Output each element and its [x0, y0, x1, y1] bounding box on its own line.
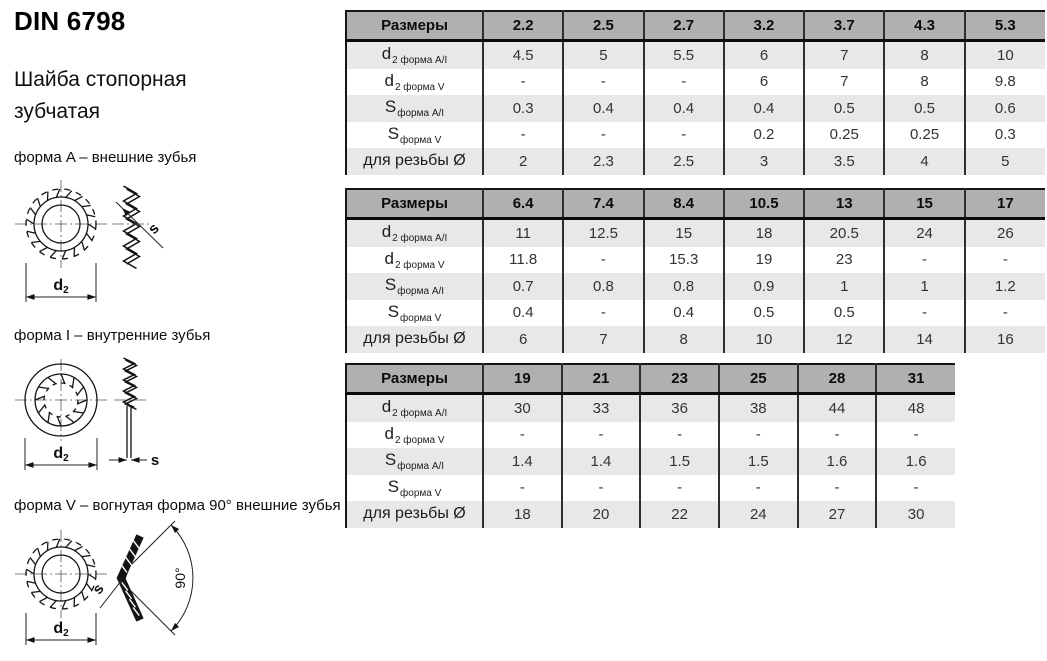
table-row	[346, 41, 1045, 69]
value-cell: 1.2	[965, 273, 1045, 300]
value-cell: 4	[884, 148, 964, 175]
value-cell: -	[640, 422, 719, 449]
tooth-line	[88, 574, 96, 579]
value-cell: -	[798, 475, 877, 502]
value-cell: -	[483, 475, 562, 502]
dimension-arrow	[118, 457, 127, 463]
tooth-line	[35, 396, 44, 400]
value-cell: 0.4	[644, 95, 724, 122]
row-label-subscript: форма V	[400, 487, 442, 499]
row-label-main: d	[384, 423, 394, 443]
tooth-line	[38, 387, 48, 388]
value-cell: -	[965, 300, 1045, 327]
tooth-line	[39, 247, 47, 251]
size-column-header: 28	[798, 364, 877, 394]
value-cell: 5.5	[644, 41, 724, 69]
value-cell: 7	[563, 326, 643, 353]
value-cell: 6	[483, 326, 563, 353]
d2-label	[53, 445, 69, 464]
angle-90-label: 90°	[172, 567, 188, 589]
value-cell: -	[876, 422, 955, 449]
page-subtitle: Шайба стопорная зубчатая	[14, 68, 187, 123]
row-label-main: S	[384, 450, 397, 470]
size-column-header: 19	[483, 364, 562, 394]
value-cell: 7	[804, 41, 884, 69]
row-label-cell	[346, 394, 483, 422]
size-column-header: 25	[719, 364, 798, 394]
value-cell: 4.5	[483, 41, 563, 69]
tooth-line	[66, 541, 72, 548]
value-cell: 9.8	[965, 69, 1045, 96]
row-label-cell	[346, 247, 483, 274]
row-label-subscript: форма V	[400, 134, 442, 146]
value-cell: 0.25	[804, 122, 884, 149]
d2-label-main: d	[53, 277, 64, 294]
value-cell: 1	[804, 273, 884, 300]
value-cell: -	[563, 300, 643, 327]
tooth-line	[62, 251, 65, 259]
value-cell: 2.3	[563, 148, 643, 175]
value-cell: 44	[798, 394, 877, 422]
tooth-line	[86, 233, 92, 240]
value-cell: 12.5	[563, 219, 643, 247]
value-cell: 10	[965, 41, 1045, 69]
row-label-cell	[346, 95, 483, 122]
sizes-header-cell: Размеры	[346, 364, 483, 394]
value-cell: 11	[483, 219, 563, 247]
size-column-header: 6.4	[483, 189, 563, 219]
value-cell: 1	[884, 273, 964, 300]
row-label-cell	[346, 219, 483, 247]
d2-label-sub: 2	[63, 453, 69, 464]
value-cell: 1.4	[562, 448, 641, 475]
row-label-cell	[346, 448, 483, 475]
value-cell: 0.4	[724, 95, 804, 122]
table-row	[346, 326, 1045, 353]
value-cell: 15.3	[644, 247, 724, 274]
tooth-line	[27, 581, 36, 583]
row-label-main: d	[381, 44, 392, 64]
d2-label-sub: 2	[63, 628, 69, 639]
value-cell: 0.8	[563, 273, 643, 300]
value-cell: -	[563, 247, 643, 274]
value-cell: 1.6	[876, 448, 955, 475]
row-label-subscript: форма A/I	[397, 461, 445, 473]
value-cell: 10	[724, 326, 804, 353]
value-cell: -	[483, 422, 562, 449]
value-cell: 0.4	[644, 300, 724, 327]
value-cell: -	[719, 475, 798, 502]
figure-form-a-external-teeth	[6, 172, 206, 312]
dimension-arrow	[87, 294, 96, 300]
tooth-line	[74, 412, 84, 413]
dimension-arrow	[26, 637, 35, 643]
tooth-line	[82, 555, 91, 556]
value-cell: 0.8	[644, 273, 724, 300]
size-column-header: 2.7	[644, 11, 724, 41]
d2-label	[53, 620, 69, 639]
tooth-line	[75, 546, 83, 550]
value-cell: -	[876, 475, 955, 502]
d2-label-main: d	[53, 620, 64, 637]
value-cell: -	[798, 422, 877, 449]
table-row	[346, 122, 1045, 149]
size-table-3	[345, 363, 955, 528]
value-cell: 0.25	[884, 122, 964, 149]
value-cell: 18	[483, 501, 562, 528]
header-row	[346, 364, 955, 394]
value-cell: 0.5	[804, 300, 884, 327]
size-column-header: 7.4	[563, 189, 643, 219]
row-label-subscript: 2 форма A/I	[392, 408, 448, 420]
dimension-arrow	[25, 462, 34, 468]
tooth-line	[73, 377, 74, 387]
page-title: DIN 6798	[14, 6, 126, 36]
value-cell: 26	[965, 219, 1045, 247]
tooth-line	[38, 198, 41, 207]
size-column-header: 2.2	[483, 11, 563, 41]
row-label-main: d	[381, 397, 392, 417]
tooth-line	[62, 601, 65, 609]
value-cell: 8	[884, 69, 964, 96]
serrated-strip	[127, 189, 140, 264]
value-cell: 20.5	[804, 219, 884, 247]
value-cell: 0.7	[483, 273, 563, 300]
table-row	[346, 148, 1045, 175]
value-cell: -	[563, 122, 643, 149]
size-column-header: 23	[640, 364, 719, 394]
tooth-line	[56, 189, 59, 197]
value-cell: 38	[719, 394, 798, 422]
row-label-cell	[346, 41, 483, 69]
value-cell: -	[563, 69, 643, 96]
value-cell: 16	[965, 326, 1045, 353]
value-cell: 2.5	[644, 148, 724, 175]
value-cell: -	[640, 475, 719, 502]
value-cell: 0.5	[884, 95, 964, 122]
value-cell: 0.4	[563, 95, 643, 122]
tooth-line	[38, 548, 41, 557]
d2-label	[53, 277, 69, 296]
row-label-main: S	[387, 123, 400, 143]
tooth-line	[26, 219, 34, 224]
size-table-2	[345, 188, 1045, 353]
row-label-cell	[346, 475, 483, 502]
value-cell: 0.4	[483, 300, 563, 327]
size-column-header: 17	[965, 189, 1045, 219]
tooth-line	[61, 374, 65, 383]
tooth-line	[78, 400, 87, 404]
row-label-main: S	[384, 275, 397, 295]
caption-form-v: форма V – вогнутая форма 90° внешние зубья	[14, 497, 341, 514]
tooth-line	[86, 215, 95, 217]
row-label-subscript: 2 форма A/I	[392, 55, 448, 67]
value-cell: 20	[562, 501, 641, 528]
value-cell: 8	[884, 41, 964, 69]
row-label-subscript: 2 форма A/I	[392, 233, 448, 245]
dimension-arrow	[88, 462, 97, 468]
table-row	[346, 422, 955, 449]
value-cell: 0.2	[724, 122, 804, 149]
caption-form-i: форма I – внутренние зубья	[14, 327, 211, 344]
value-cell: 30	[876, 501, 955, 528]
row-label-cell	[346, 148, 483, 175]
header-row	[346, 189, 1045, 219]
size-column-header: 31	[876, 364, 955, 394]
row-label-cell	[346, 69, 483, 96]
value-cell: 15	[644, 219, 724, 247]
value-cell: 24	[884, 219, 964, 247]
value-cell: 5	[563, 41, 643, 69]
value-cell: 0.3	[965, 122, 1045, 149]
table-row	[346, 69, 1045, 96]
value-cell: 3	[724, 148, 804, 175]
value-cell: 0.5	[724, 300, 804, 327]
s-label: s	[89, 580, 108, 598]
dimension-arrow	[26, 294, 35, 300]
value-cell: 8	[644, 326, 724, 353]
value-cell: 0.6	[965, 95, 1045, 122]
table-row	[346, 219, 1045, 247]
value-cell: 0.3	[483, 95, 563, 122]
sizes-header-cell: Размеры	[346, 189, 483, 219]
table-row	[346, 448, 955, 475]
size-column-header: 3.7	[804, 11, 884, 41]
d2-label-main: d	[53, 445, 64, 462]
s-label: s	[150, 452, 160, 469]
table-row	[346, 273, 1045, 300]
d2-label-sub: 2	[63, 285, 69, 296]
value-cell: 6	[724, 69, 804, 96]
size-column-header: 15	[884, 189, 964, 219]
row-label-cell	[346, 273, 483, 300]
tooth-line	[82, 591, 85, 600]
tooth-line	[56, 539, 59, 547]
dimension-arrow	[87, 637, 96, 643]
table-row	[346, 247, 1045, 274]
value-cell: 1.4	[483, 448, 562, 475]
value-cell: 11.8	[483, 247, 563, 274]
table-row	[346, 300, 1045, 327]
tooth-line	[31, 241, 40, 242]
tooth-line	[86, 565, 95, 567]
value-cell: -	[719, 422, 798, 449]
tooth-line	[88, 224, 96, 229]
value-cell: 0.5	[804, 95, 884, 122]
size-column-header: 4.3	[884, 11, 964, 41]
value-cell: 19	[724, 247, 804, 274]
row-label-subscript: форма V	[400, 312, 442, 324]
tooth-line	[27, 231, 36, 233]
table-row	[346, 394, 955, 422]
tooth-line	[48, 413, 49, 423]
dimension-arrow	[131, 457, 140, 463]
value-cell: -	[562, 475, 641, 502]
size-column-header: 5.3	[965, 11, 1045, 41]
value-cell: 48	[876, 394, 955, 422]
value-cell: -	[884, 300, 964, 327]
sizes-header-cell: Размеры	[346, 11, 483, 41]
value-cell: 1.5	[640, 448, 719, 475]
size-column-header: 10.5	[724, 189, 804, 219]
tooth-line	[30, 208, 36, 215]
value-cell: 0.9	[724, 273, 804, 300]
row-label-main: S	[384, 97, 397, 117]
row-label-subscript: 2 форма V	[394, 259, 445, 271]
value-cell: -	[562, 422, 641, 449]
row-label-main: для резьбы Ø	[363, 505, 466, 523]
size-column-header: 8.4	[644, 189, 724, 219]
value-cell: 7	[804, 69, 884, 96]
value-cell: 5	[965, 148, 1045, 175]
row-label-cell	[346, 422, 483, 449]
row-label-cell	[346, 326, 483, 353]
value-cell: 23	[804, 247, 884, 274]
tooth-line	[39, 597, 47, 601]
size-column-header: 3.2	[724, 11, 804, 41]
header-row	[346, 11, 1045, 41]
tooth-line	[31, 591, 40, 592]
value-cell: 12	[804, 326, 884, 353]
tooth-line	[75, 196, 83, 200]
value-cell: 27	[798, 501, 877, 528]
value-cell: 36	[640, 394, 719, 422]
row-label-main: для резьбы Ø	[363, 330, 466, 348]
value-cell: -	[644, 122, 724, 149]
value-cell: -	[884, 247, 964, 274]
row-label-cell	[346, 300, 483, 327]
dimension-arrow	[171, 623, 179, 631]
value-cell: 33	[562, 394, 641, 422]
row-label-main: S	[387, 301, 400, 321]
value-cell: 30	[483, 394, 562, 422]
figure-form-v-concave	[6, 518, 276, 660]
tooth-line	[82, 205, 91, 206]
table-row	[346, 501, 955, 528]
row-label-subscript: форма A/I	[397, 108, 445, 120]
tooth-line	[48, 377, 56, 383]
value-cell: 6	[724, 41, 804, 69]
tooth-line	[82, 241, 85, 250]
value-cell: -	[483, 122, 563, 149]
row-label-main: для резьбы Ø	[363, 152, 466, 170]
table-row	[346, 95, 1045, 122]
value-cell: 3.5	[804, 148, 884, 175]
table-row	[346, 475, 955, 502]
value-cell: 14	[884, 326, 964, 353]
value-cell: 2	[483, 148, 563, 175]
value-cell: 24	[719, 501, 798, 528]
s-label: s	[144, 219, 163, 238]
value-cell: 22	[640, 501, 719, 528]
size-column-header: 21	[562, 364, 641, 394]
value-cell: -	[644, 69, 724, 96]
row-label-subscript: форма A/I	[397, 286, 445, 298]
row-label-cell	[346, 501, 483, 528]
tooth-line	[50, 251, 56, 258]
size-column-header: 2.5	[563, 11, 643, 41]
row-label-subscript: 2 форма V	[394, 434, 445, 446]
value-cell: 1.6	[798, 448, 877, 475]
tooth-line	[26, 569, 34, 574]
row-label-main: d	[384, 70, 394, 90]
size-column-header: 13	[804, 189, 884, 219]
row-label-main: S	[387, 476, 400, 496]
tooth-line	[66, 191, 72, 198]
serrated-strip	[124, 186, 137, 269]
figure-form-i-internal-teeth	[6, 350, 206, 480]
tooth-line	[50, 601, 56, 608]
row-label-main: d	[381, 222, 392, 242]
tooth-line	[30, 558, 36, 565]
size-table-1	[345, 10, 1045, 175]
value-cell: 1.5	[719, 448, 798, 475]
row-label-subscript: 2 форма V	[394, 81, 445, 93]
tooth-line	[57, 417, 61, 426]
row-label-cell	[346, 122, 483, 149]
tooth-line	[66, 416, 74, 422]
dimension-arrow	[171, 525, 179, 533]
row-label-main: d	[384, 248, 394, 268]
value-cell: 18	[724, 219, 804, 247]
value-cell: -	[483, 69, 563, 96]
tooth-line	[38, 405, 44, 413]
caption-form-a: форма A – внешние зубья	[14, 149, 197, 166]
value-cell: -	[965, 247, 1045, 274]
tooth-line	[77, 387, 83, 395]
